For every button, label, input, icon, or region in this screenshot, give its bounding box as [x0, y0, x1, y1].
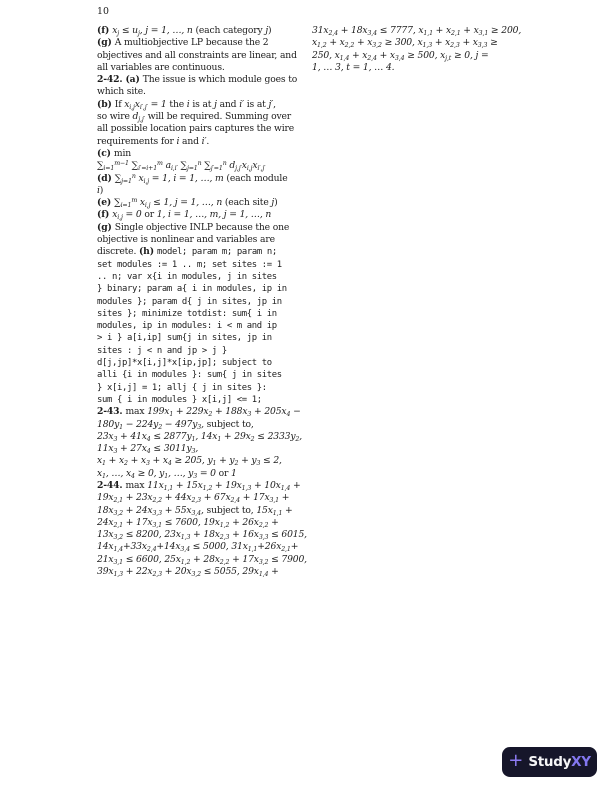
text-segment: i′: [239, 98, 244, 110]
text-segment: $x_{i,j}x_{i',j'} = 1$: [124, 98, 167, 111]
text-segment: $19x_{2,1} + 23x_{2,2} + 44x_{2,3} + 67x_{2,4} + 17x_{3,1}$ +: [97, 492, 290, 505]
text-segment: 2-43.: [97, 406, 126, 418]
text-segment: ): [274, 197, 278, 209]
text-line: [97, 111, 315, 123]
logo-text-study: Study: [528, 754, 572, 770]
text-line: [97, 505, 315, 517]
text-segment: $180y_1 - 224y_2 - 497y_3$,: [97, 418, 207, 431]
text-segment: (b): [97, 98, 115, 110]
text-segment: d[j,jp]*x[i,j]*x[ip,jp]; subject to: [97, 358, 272, 369]
text-segment: set modules := 1 .. m; set sites := 1: [97, 259, 282, 270]
text-line: [97, 136, 315, 148]
text-segment: $11x_3 + 27x_4 \le 3011y_3$,: [97, 443, 199, 455]
text-segment: which site.: [97, 86, 146, 98]
text-segment: 2-44.: [97, 479, 126, 491]
text-line: [97, 197, 315, 209]
text-line: [97, 62, 315, 74]
plus-icon: +: [508, 750, 524, 771]
text-segment: i′: [201, 135, 207, 147]
text-segment: (h): [138, 246, 157, 258]
text-segment: (d): [97, 172, 115, 184]
text-line: [97, 394, 315, 406]
text-segment: (each category: [195, 25, 266, 36]
studyxy-logo: [502, 747, 597, 777]
text-segment: j: [271, 197, 275, 209]
text-line: [97, 369, 315, 381]
text-segment: min: [113, 147, 132, 159]
text-segment: (g): [97, 37, 115, 49]
text-line: [97, 554, 315, 566]
text-line: [97, 566, 315, 578]
text-line: [97, 283, 315, 295]
text-line: [97, 185, 315, 197]
text-segment: (f): [97, 209, 113, 221]
text-line: [97, 50, 315, 62]
text-segment: $23x_3 + 41x_4 \le 2877y_1$, $14x_1 + 29x_2 \le 2333y_2$,: [97, 430, 303, 443]
page-number: 10: [97, 6, 109, 17]
text-segment: $24x_{2,1} + 17x_{3,1} \le 7600$, $19x_{1,2} + 26x_{2,2}$ +: [97, 516, 279, 529]
text-segment: 2-42. (a): [97, 74, 143, 86]
text-segment: (e): [97, 197, 115, 209]
text-segment: $21x_{3,1} \le 6600$, $25x_{1,2} + 28x_{2,2} + 17x_{3,2} \le 7900$,: [97, 553, 307, 566]
text-segment: ): [268, 25, 272, 36]
text-line: [97, 86, 315, 98]
text-segment: If: [114, 98, 125, 110]
text-segment: $d_{j,j'}$: [132, 111, 145, 123]
text-line: [97, 468, 315, 480]
text-line: [97, 74, 315, 86]
text-segment: will be required. Summing over: [144, 111, 292, 123]
text-segment: requirements for: [97, 135, 177, 147]
text-segment: A multiobjective LP because the 2: [114, 37, 269, 49]
text-segment: (c): [97, 147, 114, 159]
text-segment: $x_1$, …, $x_4 \ge 0$, $y_1$, …, $y_3 = 0$: [97, 467, 219, 480]
text-segment: The issue is which module goes to: [142, 74, 298, 86]
text-segment: (f): [97, 25, 113, 36]
text-segment: $\sum_{i=1}^{m-1}$ $\sum_{i'=i+1}^m$ $a_{i,i'}$ $\sum_{j=1}^n$ $\sum_{j'=1}^n$ $d_{j,j'}x_{i,j}x_{i',j'}$: [97, 160, 266, 173]
text-line: [97, 234, 315, 246]
text-segment: i: [97, 184, 100, 196]
text-segment: and: [179, 135, 202, 147]
text-segment: is at: [189, 98, 215, 110]
text-segment: (each site: [224, 197, 272, 209]
text-segment: j: [265, 25, 269, 36]
text-line: [97, 443, 315, 455]
text-segment: sites }; minimize totdist: sum{ i in: [97, 308, 277, 319]
text-line: [97, 480, 315, 492]
text-segment: $x_{i,j} = 0$: [112, 209, 142, 222]
text-line: [97, 259, 315, 271]
text-segment: (g): [97, 221, 115, 233]
text-segment: $14x_{1,4}+33x_{2,4}+14x_{3,4} \le 5000$, $31x_{1,1}+26x_{2,1}+$: [97, 541, 299, 554]
text-segment: or: [141, 209, 157, 221]
text-line: [97, 455, 315, 467]
text-line: [97, 222, 315, 234]
text-segment: .: [206, 135, 210, 147]
text-segment: or: [218, 467, 232, 479]
text-segment: $31x_{2,4} + 18x_{3,4} \le 7777$, $x_{1,1} + x_{2,1} + x_{3,1} \ge 200$,: [312, 25, 522, 37]
text-segment: $x_1 + x_2 + x_3 + x_4 \ge 205$, $y_1 + y_2 + y_3 \le 2$,: [97, 455, 282, 468]
text-line: [97, 209, 315, 221]
text-segment: 1: [231, 467, 237, 479]
text-line: [97, 148, 315, 160]
text-segment: $199x_1 + 229x_2 + 188x_3 + 205x_4$ −: [147, 406, 301, 418]
text-segment: 1, i = 1, …, m, j = 1, …, n: [156, 209, 272, 221]
text-segment: (each module: [226, 172, 288, 184]
text-segment: $15x_{1,1}$ +: [256, 504, 293, 517]
text-segment: objectives and all constraints are linear, and: [97, 49, 297, 61]
text-segment: $\sum_{j=1}^n$ $x_{i,j} = 1$, i = 1, …, m: [114, 172, 227, 185]
text-line: [97, 308, 315, 320]
text-line: [97, 271, 315, 283]
text-segment: $\sum_{i=1}^m$ $x_{i,j} \le 1$, j = 1, …, n: [114, 196, 225, 209]
text-segment: discrete.: [97, 246, 139, 258]
text-line: [97, 37, 315, 49]
text-segment: ): [99, 184, 104, 196]
text-segment: modules }; param d{ j in sites, jp in: [97, 296, 282, 307]
text-segment: i: [176, 135, 180, 147]
text-line: [97, 25, 315, 37]
text-segment: $x_{1,2} + x_{2,2} + x_{3,2} \ge 300$, $x_{1,3} + x_{2,3} + x_{3,3}$ ≥: [312, 37, 498, 50]
text-line: [97, 99, 315, 111]
text-segment: is at: [243, 98, 269, 110]
text-segment: subject to,: [206, 504, 257, 516]
logo-text-xy: XY: [571, 754, 591, 770]
logo-wordmark: [528, 754, 590, 770]
text-line: [97, 320, 315, 332]
text-segment: $18x_{3,2} + 24x_{3,3} + 55x_{3,4}$,: [97, 504, 207, 517]
text-segment: subject to,: [206, 418, 254, 430]
text-segment: } binary; param a{ i in modules, ip in: [97, 284, 287, 295]
text-segment: j: [214, 98, 217, 110]
text-segment: 1, … 3, t = 1, … 4.: [312, 61, 395, 73]
text-line: [312, 25, 530, 37]
text-line: [97, 357, 315, 369]
text-segment: $11x_{1,1} + 15x_{1,2} + 19x_{1,3} + 10x_{1,4}$ +: [147, 479, 301, 492]
text-segment: objective is nonlinear and variables are: [97, 234, 275, 246]
text-segment: $x_j \le u_j$, j = 1, …, n: [112, 25, 196, 37]
text-line: [97, 332, 315, 344]
text-line: [97, 345, 315, 357]
text-segment: all variables are continuous.: [97, 61, 225, 73]
text-line: [312, 50, 530, 62]
text-segment: i: [186, 98, 190, 110]
text-segment: Single objective INLP because the one: [114, 221, 290, 233]
text-line: [312, 37, 530, 49]
text-segment: all possible location pairs captures the wire: [97, 123, 295, 135]
text-line: [97, 541, 315, 553]
right-column: [312, 25, 530, 74]
text-segment: sum { i in modules } x[i,j] <= 1;: [97, 394, 262, 405]
text-line: [97, 160, 315, 172]
text-line: [97, 431, 315, 443]
text-line: [97, 492, 315, 504]
text-segment: sites : j < n and jp > j }: [97, 345, 227, 356]
text-segment: max: [125, 479, 148, 491]
text-segment: } x[i,j] = 1; allj { j in sites }:: [97, 382, 267, 393]
text-segment: model; param m; param n;: [156, 247, 277, 258]
text-line: [97, 529, 315, 541]
text-segment: so wire: [97, 111, 133, 123]
text-segment: alli {i in modules }: sum{ j in sites: [97, 370, 282, 381]
text-line: [97, 406, 315, 418]
text-segment: 250, $x_{1,4} + x_{2,4} + x_{3,4} \ge 500$, $x_{j,t} \ge 0$, j =: [312, 49, 489, 62]
left-column: [97, 25, 315, 578]
text-line: [97, 296, 315, 308]
text-segment: $39x_{1,3} + 22x_{2,3} + 20x_{3,2} \le 5055$, $29x_{1,4}$ +: [97, 566, 279, 578]
text-segment: the: [166, 98, 187, 110]
text-line: [97, 246, 315, 258]
text-line: [97, 123, 315, 135]
text-line: [97, 382, 315, 394]
text-line: [97, 419, 315, 431]
text-segment: ,: [273, 98, 276, 110]
text-segment: max: [125, 406, 148, 418]
text-segment: modules, ip in modules: i < m and ip: [97, 321, 277, 332]
text-segment: j′: [268, 98, 274, 110]
text-line: [97, 517, 315, 529]
text-segment: .. n; var x{i in modules, j in sites: [97, 271, 277, 282]
text-segment: $13x_{3,2} \le 8200$, $23x_{1,3} + 18x_{2,3} + 16x_{3,3} \le 6015$,: [97, 529, 307, 541]
text-line: [312, 62, 530, 74]
text-segment: and: [216, 98, 240, 110]
text-line: [97, 173, 315, 185]
text-segment: > i } a[i,ip] sum{j in sites, jp in: [97, 333, 272, 344]
